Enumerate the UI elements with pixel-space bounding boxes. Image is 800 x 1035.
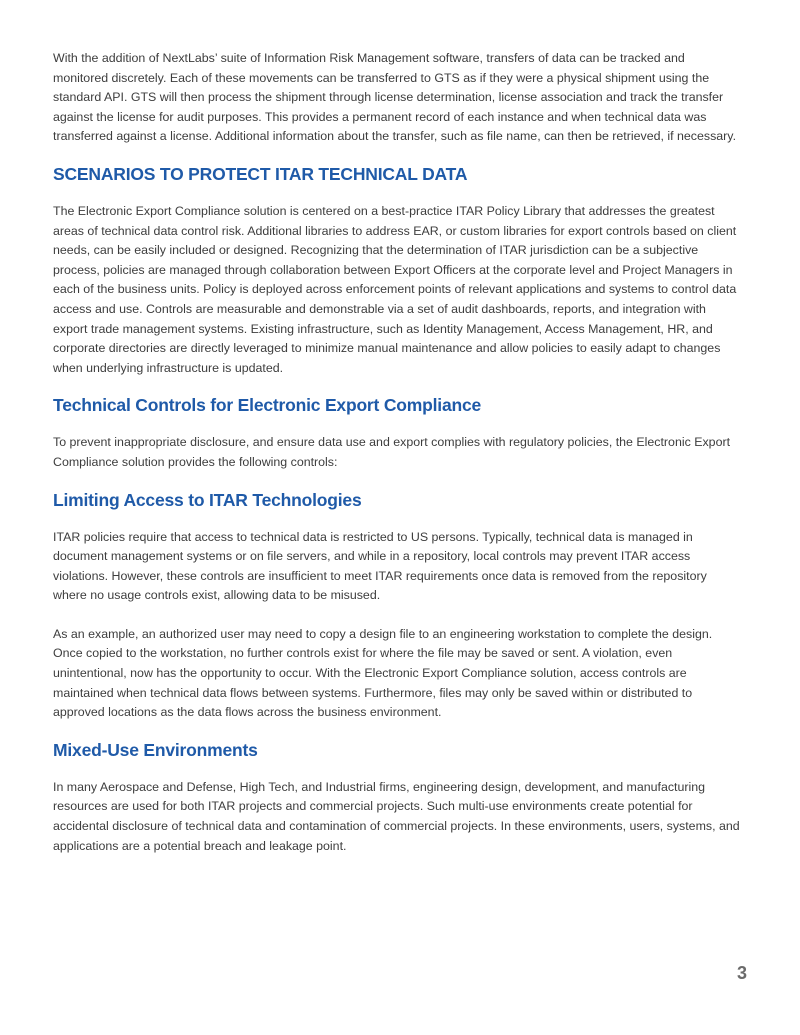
limiting-access-heading: Limiting Access to ITAR Technologies: [53, 489, 362, 510]
mixed-use-paragraph: In many Aerospace and Defense, High Tech, and Industrial firms, engineering design, development, and manufacturing resources are used for both ITAR projects and commercial projects. Such multi-use environments create potential for accidental disclosure of technical data and contamination of commercial projects. In these environments, users, systems, and applications are a potential breach and leakage point.: [53, 779, 740, 853]
intro-paragraph: With the addition of NextLabs’ suite of Information Risk Management software, transfers of data can be tracked and monitored discretely. Each of these movements can be transferred to GTS as if they were a physical shipment using the standard API. GTS will then process the shipment through license determination, license association and track the transfer against the license for audit purposes. This provides a permanent record of each instance and when technical data was transferred against a license. Additional information about the transfer, such as file name, can then be retrieved, if necessary.: [53, 51, 737, 144]
mixed-use-heading: Mixed-Use Environments: [53, 739, 258, 760]
limiting-access-paragraph-2: As an example, an authorized user may need to copy a design file to an engineering workstation to complete the design. Once copied to the workstation, no further controls exist for where the file may be saved or sent. A violation, even unintentional, now has the opportunity to occur. With the Electronic Export Compliance solution, access controls are maintained when technical data flows between systems. Furthermore, files may only be saved within or distributed to approved locations as the data flows across the business environment.: [53, 626, 713, 720]
limiting-access-paragraph-1: ITAR policies require that access to technical data is restricted to US persons. Typically, technical data is managed in document management systems or on file servers, and while in a repository, local controls may prevent ITAR access violations. However, these controls are insufficient to meet ITAR requirements once data is removed from the repository where no usage controls exist, allowing data to be misused.: [53, 529, 707, 603]
technical-controls-paragraph: To prevent inappropriate disclosure, and ensure data use and export complies with regulatory policies, the Electronic Export Compliance solution provides the following controls:: [53, 435, 731, 469]
page-number: 3: [736, 963, 747, 983]
scenarios-heading: SCENARIOS TO PROTECT ITAR TECHNICAL DATA: [53, 163, 468, 184]
document-page: [53, 49, 743, 856]
technical-controls-heading: Technical Controls for Electronic Export Compliance: [53, 395, 482, 416]
scenarios-paragraph: The Electronic Export Compliance solution is centered on a best-practice ITAR Policy Library that addresses the greatest areas of technical data control risk. Additional libraries to address EAR, or custom libraries for export controls based on client needs, can be easily included or designed. Recognizing that the determination of ITAR jurisdiction can be a subjective process, policies are managed through collaboration between Export Officers at the corporate level and Project Managers in each of the business units. Policy is deployed across enforcement points of relevant applications and systems to control data access and use. Controls are measurable and demonstrable via a set of audit dashboards, reports, and integration with export trade management systems. Existing infrastructure, such as Identity Management, Access Management, HR, and corporate directories are directly leveraged to minimize manual maintenance and allow policies to easily adapt to changes when underlying infrastructure is updated.: [53, 203, 737, 375]
